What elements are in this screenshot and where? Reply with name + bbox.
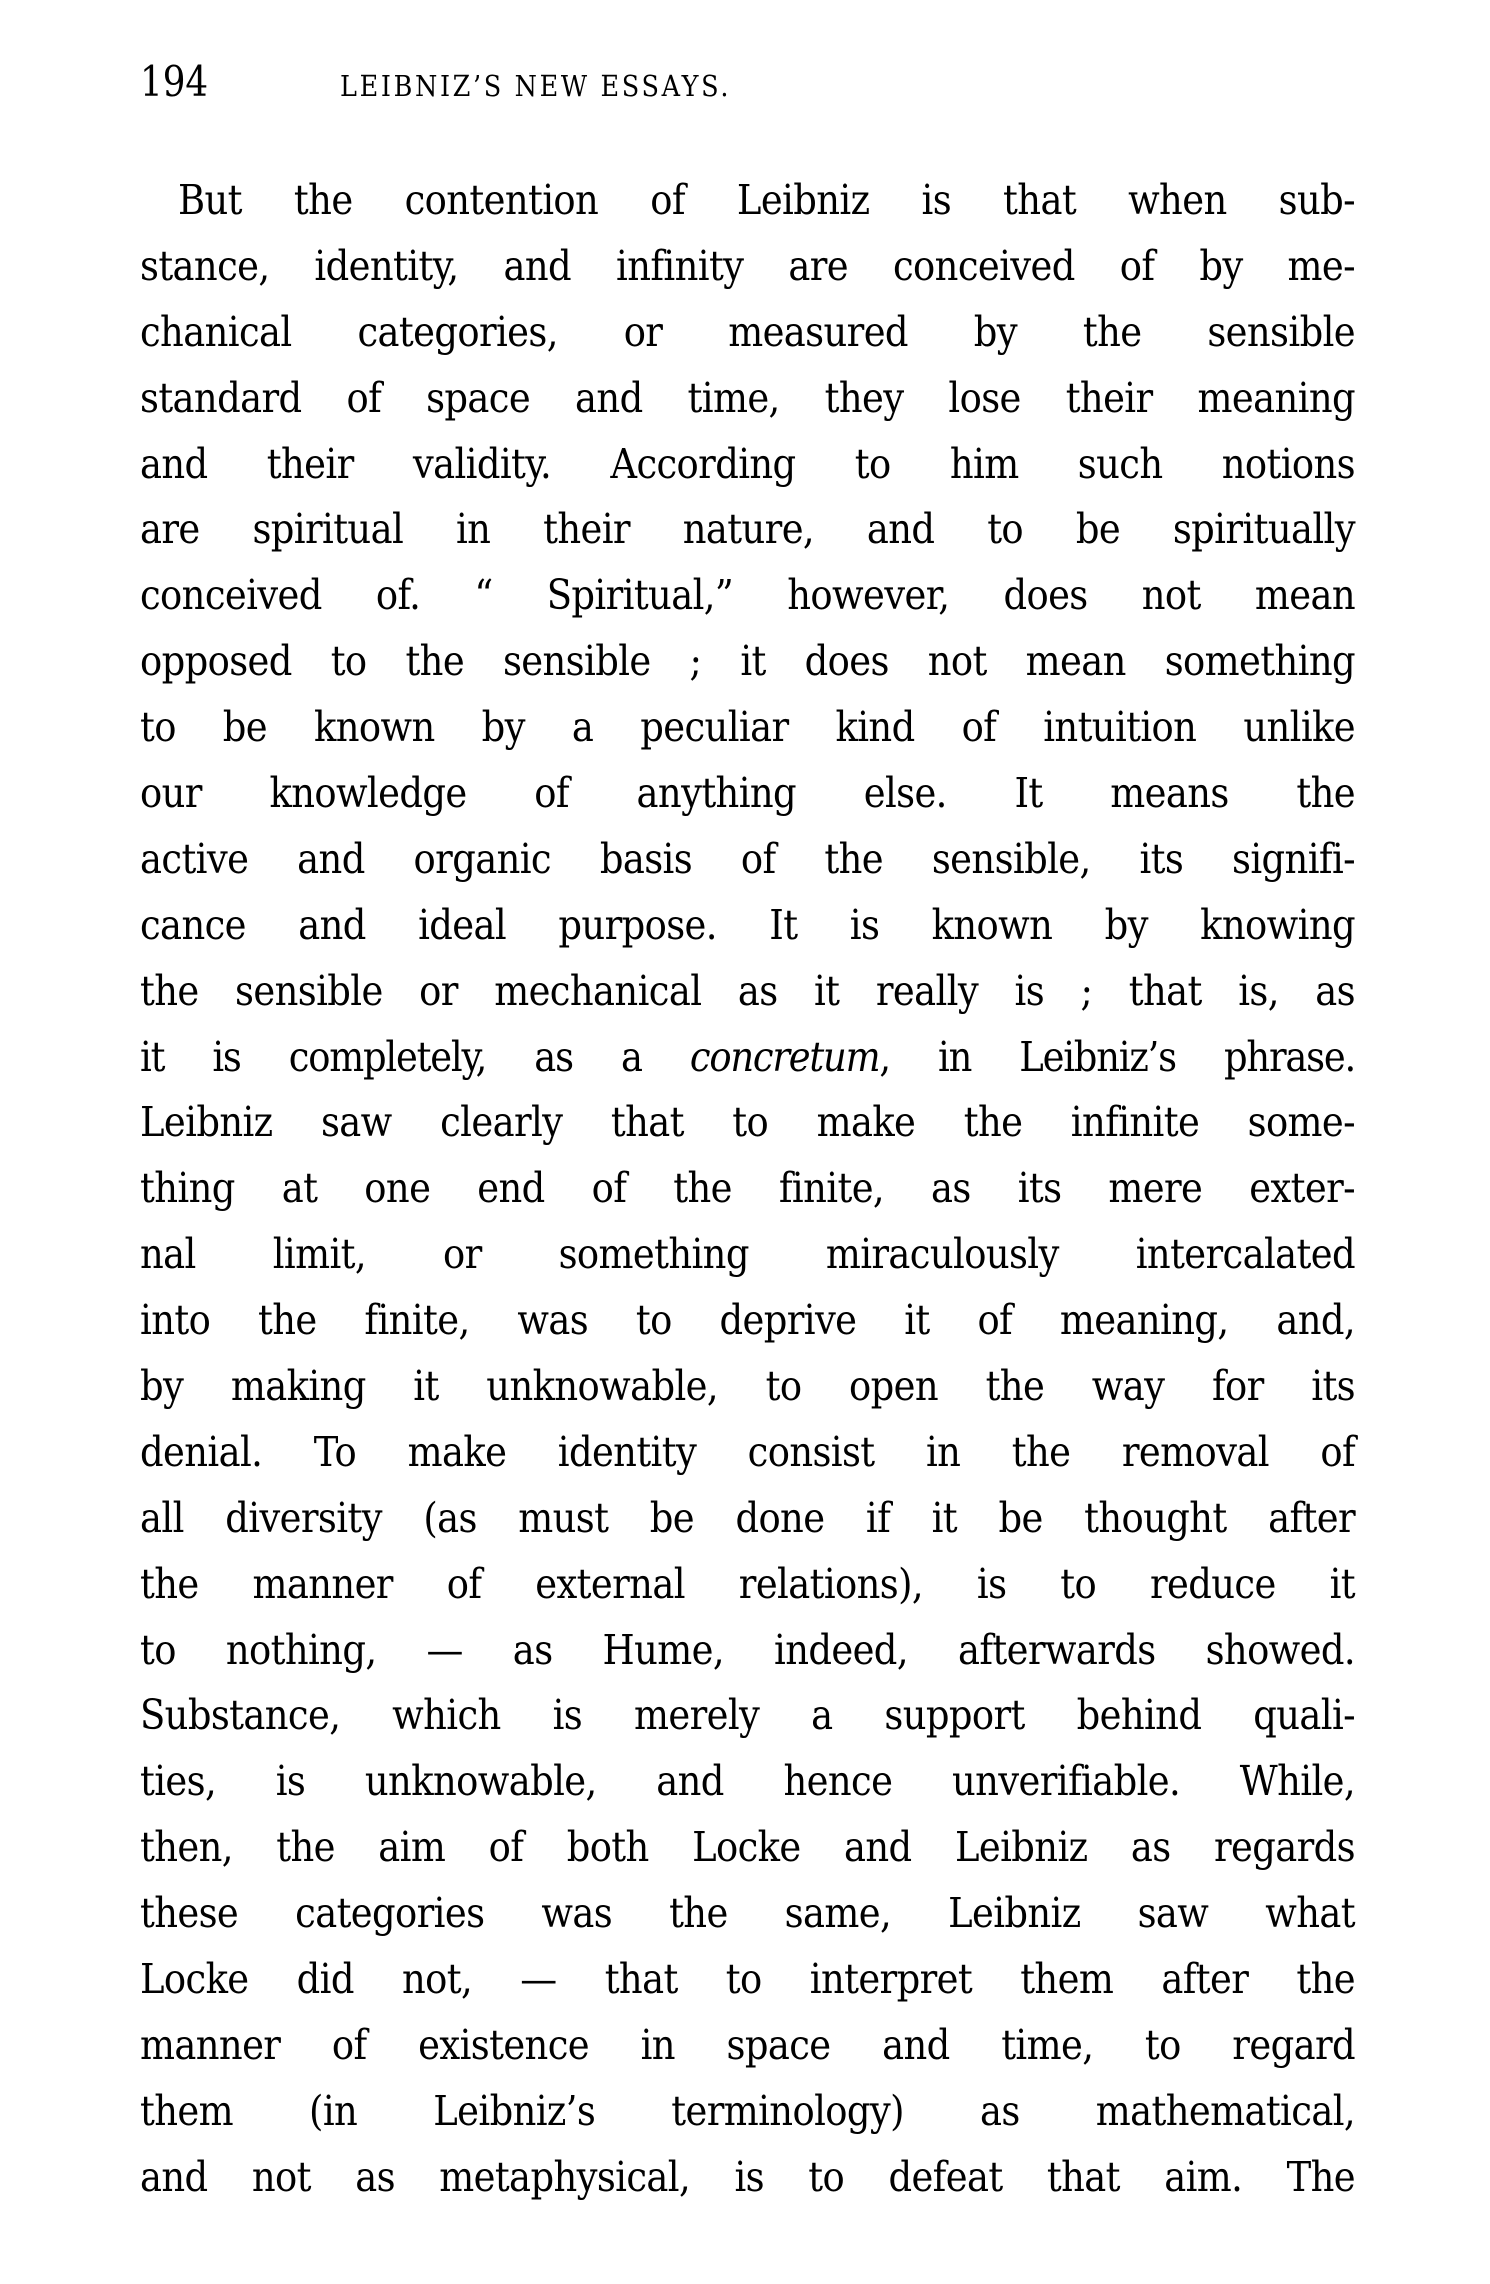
text-line: then, the aim of both Locke and Leibniz as regards: [140, 1823, 1355, 1872]
text-line: to nothing, — as Hume, indeed, afterwards showed.: [140, 1625, 1355, 1674]
text-line: Substance, which is merely a support behind quali-: [140, 1691, 1355, 1740]
text-line: standard of space and time, they lose their meaning: [140, 373, 1355, 422]
text-line: and not as metaphysical, is to defeat that aim. The: [140, 2152, 1355, 2201]
text-line: stance, identity, and infinity are conceived of by me-: [140, 241, 1355, 290]
body-text: [140, 168, 1355, 2211]
italic-term-concretum: concretum: [689, 1032, 880, 1081]
text-line: Locke did not, — that to interpret them after the: [140, 1955, 1355, 2004]
text-line: But the contention of Leibniz is that when sub-: [178, 176, 1355, 224]
text-line: and their validity. According to him such notions: [140, 439, 1355, 488]
text-line: denial. To make identity consist in the removal of: [140, 1427, 1355, 1476]
text-line: manner of existence in space and time, to regard: [140, 2020, 1355, 2069]
text-line: the manner of external relations), is to reduce it: [140, 1559, 1355, 1608]
text-line: these categories was the same, Leibniz saw what: [140, 1889, 1355, 1938]
text-line: our knowledge of anything else. It means the: [140, 769, 1355, 818]
text-segment: it is completely, as a: [140, 1032, 690, 1081]
text-line: Leibniz saw clearly that to make the infinite some-: [140, 1098, 1355, 1147]
text-segment: , in Leibniz’s phrase.: [879, 1032, 1356, 1081]
running-title: LEIBNIZ’S NEW ESSAYS.: [340, 69, 732, 103]
page-number: 194: [140, 57, 209, 106]
text-line: thing at one end of the finite, as its mere exter-: [140, 1164, 1355, 1213]
text-line: all diversity (as must be done if it be thought after: [140, 1493, 1355, 1542]
text-line: them (in Leibniz’s terminology) as mathematical,: [140, 2086, 1355, 2135]
text-line: the sensible or mechanical as it really is ; that is, as: [140, 966, 1355, 1015]
text-line: into the finite, was to deprive it of meaning, and,: [140, 1296, 1355, 1345]
text-line: to be known by a peculiar kind of intuition unlike: [140, 703, 1355, 752]
text-line: ties, is unknowable, and hence unverifiable. While,: [140, 1757, 1355, 1806]
text-line: cance and ideal purpose. It is known by knowing: [140, 900, 1355, 949]
text-line: opposed to the sensible ; it does not mean something: [140, 637, 1355, 686]
text-line: active and organic basis of the sensible, its signifi-: [140, 834, 1355, 883]
page-header: [140, 52, 1355, 112]
text-line: by making it unknowable, to open the way for its: [140, 1362, 1355, 1411]
text-line-with-italic: [140, 1025, 1355, 1091]
text-line: chanical categories, or measured by the sensible: [140, 307, 1355, 356]
text-line: conceived of. “ Spiritual,” however, does not mean: [140, 571, 1355, 620]
text-line: are spiritual in their nature, and to be spiritually: [140, 505, 1355, 554]
text-line: nal limit, or something miraculously intercalated: [140, 1230, 1355, 1279]
